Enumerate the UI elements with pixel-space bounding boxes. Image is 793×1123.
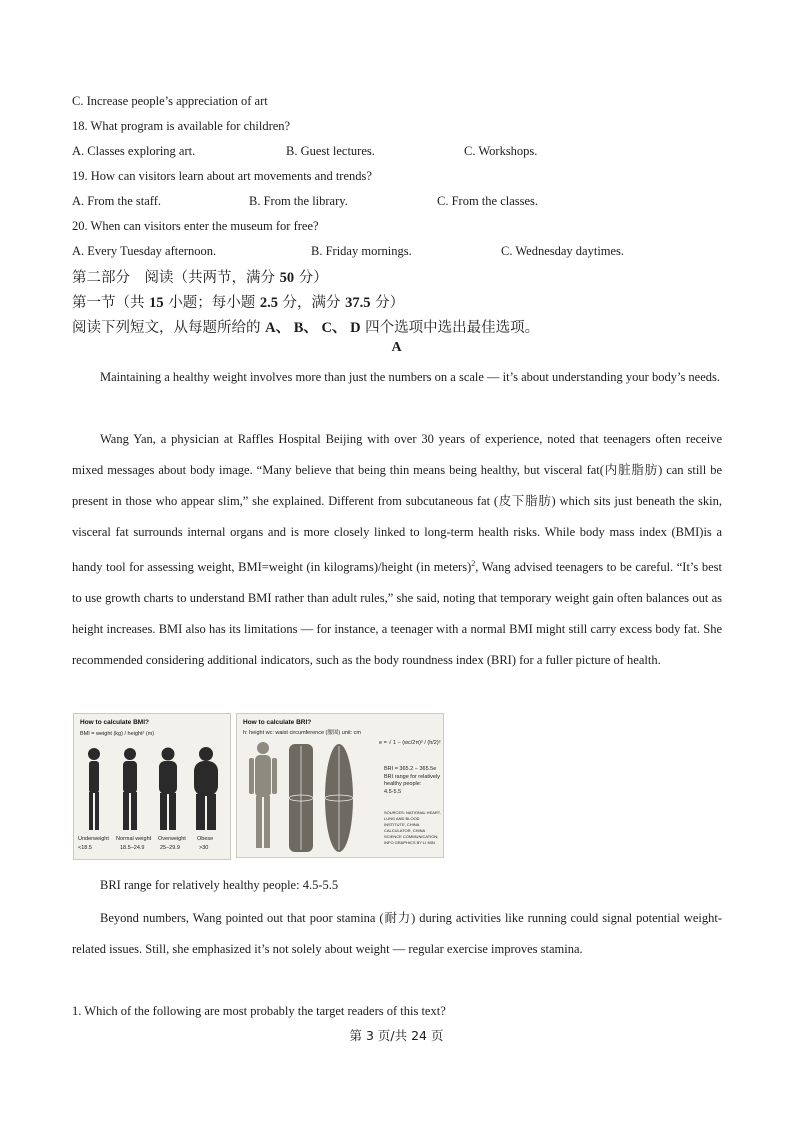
bmi-cat-range-2: 18.5–24.9	[120, 845, 145, 851]
bmi-cat-range-1: <18.5	[78, 845, 92, 851]
bri-legend: h: height wc: waist circumference (腰围) unit: cm	[243, 730, 361, 736]
paragraph-2-part-a: Wang Yan, a physician at Raffles Hospital Beijing with over 30 years of experience, noted that teenagers often receive mixed messages about body image. “Many believe that being thin means being healthy, but visceral fat(内脏脂肪) can still be present in those who appear slim,” she explained. Different from subcutaneous fat (皮下脂肪) which sits just beneath the skin, visceral fat surrounds internal organs and is more closely linked to long-term health risks. While body mass index (BMI)is a handy tool for assessing weight, BMI=weight (in kilograms)/height (in meters)	[72, 432, 722, 575]
paragraph-2-text	[72, 424, 722, 676]
passage-letter: A	[391, 340, 402, 355]
bri-formula: BRI = 365.2 − 365.5e	[384, 766, 437, 772]
paragraph-3-text: Beyond numbers, Wang pointed out that poor stamina (耐力) during activities like running could signal potential weight-related issues. Still, she emphasized it’s not solely about weight — regular exercise improves stamina.	[72, 911, 722, 956]
section1-text-4: 分）	[370, 295, 405, 311]
bri-sources: SOURCES: NATIONAL HEART, LUNG AND BLOOD INSTITUTE, CHINA CALCULATOR, CHINA SCIENCE COMMUNICATION; INFO GRAPHICS BY LI MIN	[384, 810, 441, 845]
section1-per-score: 2.5	[259, 295, 278, 311]
q19-question: 19. How can visitors learn about art movements and trends?	[72, 169, 372, 183]
reading-instruction	[72, 316, 539, 337]
part2-heading-text: 第二部分 阅读（共两节，满分	[72, 270, 280, 286]
q17-option-c: C. Increase people’s appreciation of art	[72, 94, 268, 108]
section1-heading	[72, 291, 404, 312]
bri-figure	[236, 713, 444, 858]
paragraph-1-text: Maintaining a healthy weight involves more than just the numbers on a scale — it’s about understanding your body’s needs.	[100, 370, 721, 384]
instruction-text-1: 阅读下列短文，从每题所给的	[72, 320, 266, 336]
bmi-cat-range-3: 25–29.9	[160, 845, 180, 851]
part2-heading-end: 分）	[294, 270, 328, 286]
squared-superscript: 2	[471, 559, 476, 568]
q18-question: 18. What program is available for children?	[72, 119, 291, 133]
passage-paragraph-2	[72, 424, 722, 676]
q19-option-b: B. From the library.	[249, 194, 348, 208]
bri-formula-e: e = √ 1 − (wc/2π)² / (h/2)²	[379, 740, 441, 746]
bmi-cat-label-2: Normal weight	[116, 836, 152, 842]
bri-body-cylinders	[241, 738, 371, 854]
passage-paragraph-3	[72, 903, 722, 965]
bmi-figure	[73, 713, 231, 860]
q18-option-b: B. Guest lectures.	[286, 144, 375, 158]
q20-option-a: A. Every Tuesday afternoon.	[72, 244, 217, 258]
q19-option-a: A. From the staff.	[72, 194, 161, 208]
q20-option-b: B. Friday mornings.	[311, 244, 412, 258]
bri-range-label: BRI range for relatively healthy people:	[384, 774, 440, 787]
paragraph-2-part-b: , Wang advised teenagers to be careful. “It’s best to use growth charts to understand BMI rather than adult rules,” she said, noting that temporary weight gain often balances out as height increases. BMI also has its limitations — for instance, a teenager with a normal BMI might still carry excess body fat. She recommended considering additional indicators, such as the body roundness index (BRI) for a fuller picture of health.	[72, 560, 722, 668]
bmi-cat-range-4: >30	[199, 845, 209, 851]
bri-range-value: 4.5-5.5	[384, 789, 402, 795]
bmi-cat-label-4: Obese	[197, 836, 214, 842]
bmi-body-silhouettes	[74, 742, 230, 834]
section1-text-1: 第一节（共	[72, 295, 150, 311]
q20-option-c: C. Wednesday daytimes.	[501, 244, 625, 258]
section1-total: 37.5	[345, 295, 371, 311]
question-1: 1. Which of the following are most probably the target readers of this text?	[72, 1004, 446, 1018]
part2-heading	[72, 266, 328, 287]
q20-question: 20. When can visitors enter the museum for free?	[72, 219, 319, 233]
bri-caption: BRI range for relatively healthy people: 4.5-5.5	[100, 878, 339, 892]
instruction-letters: A、 B、 C、 D	[265, 320, 361, 336]
bmi-figure-title: How to calculate BMI?	[80, 719, 149, 726]
bri-figure-title: How to calculate BRI?	[243, 719, 312, 726]
passage-paragraph-1	[72, 362, 722, 393]
page-footer: 第 3 页/共 24 页	[349, 1028, 444, 1043]
section1-text-2: 小题；每小题	[163, 295, 260, 311]
part2-score: 50	[279, 270, 295, 286]
q18-option-a: A. Classes exploring art.	[72, 144, 196, 158]
instruction-text-2: 四个选项中选出最佳选项。	[360, 320, 540, 336]
bmi-cat-label-1: Underweight	[78, 836, 109, 842]
section1-text-3: 分，满分	[277, 295, 346, 311]
section1-count: 15	[149, 295, 164, 311]
q18-option-c: C. Workshops.	[464, 144, 538, 158]
bmi-cat-label-3: Overweight	[158, 836, 186, 842]
bmi-formula: BMI = weight (kg) / height² (m)	[80, 731, 155, 737]
q19-option-c: C. From the classes.	[437, 194, 539, 208]
